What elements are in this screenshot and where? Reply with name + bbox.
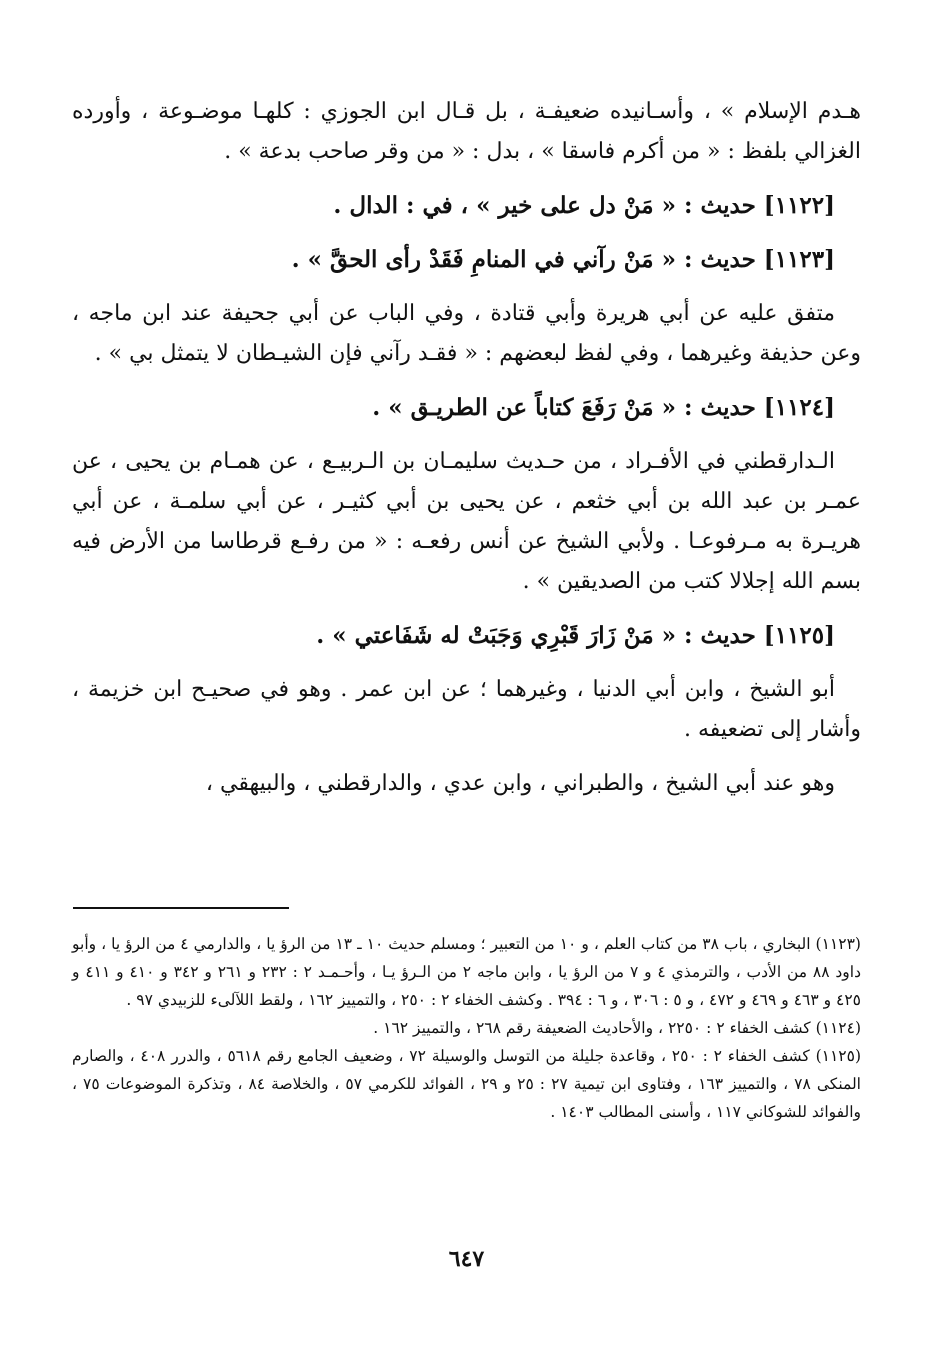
footnotes	[72, 930, 861, 1126]
page-number: ٦٤٧	[448, 1246, 485, 1272]
paragraph-1123-commentary: متفق عليه عن أبي هريرة وأبي قتادة ، وفي الباب عن أبي جحيفة عند ابن ماجه ، وعن حذيفة وغيرهما ، وفي لفظ لبعضهم : « فقـد رآني فإن الشيـطان لا يتمثل بي » .	[72, 301, 861, 366]
paragraph-continuation: هـدم الإسلام » ، وأسـانيده ضعيفـة ، بل قـال ابن الجوزي : كلهـا موضـوعة ، وأورده الغزالي بلفظ : « من أكرم فاسقا » ، بدل : « من وقر صاحب بدعة » .	[72, 99, 861, 164]
hadith-heading-1122: [١١٢٢] حديث : « مَنْ دل على خير » ، في : الدال .	[333, 192, 835, 219]
hadith-heading-1124: [١١٢٤] حديث : « مَنْ رَفَعَ كتاباً عن الطريـق » .	[372, 394, 835, 421]
footnote-1123: (١١٢٣) البخاري ، باب ٣٨ من كتاب العلم ، و ١٠ من التعبير ؛ ومسلم حديث ١٠ ـ ١٣ من الرؤ يا ، والدارمي ٤ من الرؤ يا ، وأبو داود ٨٨ من الأدب ، والترمذي ٤ و ٧ من الرؤ يا ، وابن ماجه ٢ من الـرؤ يـا ، وأحـمـد ٢ : ٢٣٢ و ٢٦١ و ٣٤٢ و ٤١٠ و ٤١١ و ٤٢٥ و ٤٦٣ و ٤٦٩ و ٤٧٢ ، و ٥ : ٣٠٦ ، و ٦ : ٣٩٤ . وكشف الخفاء ٢ : ٢٥٠ ، والتمييز ١٦٢ ، ولقط اللآلىء للزبيدي ٩٧ .	[72, 935, 861, 1009]
footnote-1125: (١١٢٥) كشف الخفاء ٢ : ٢٥٠ ، وقاعدة جليلة من التوسل والوسيلة ٧٢ ، وضعيف الجامع رقم ٥٦١٨ ، والدرر ٤٠٨ ، والصارم المنكى ٧٨ ، والتمييز ١٦٣ ، وفتاوى ابن تيمية ٢٧ : ٢٥ و ٢٩ ، الفوائد للكرمي ٥٧ ، والخلاصة ٨٤ ، وتذكرة الموضوعات ٧٥ ، والفوائد للشوكاني ١١٧ ، وأسنى المطالب ١٤٠٣ .	[72, 1047, 862, 1121]
paragraph-1125-commentary: أبو الشيخ ، وابن أبي الدنيا ، وغيرهما ؛ عن ابن عمر . وهو في صحيـح ابن خزيمة ، وأشار إلى تضعيفه .	[72, 677, 861, 742]
hadith-heading-1125: [١١٢٥] حديث : « مَنْ زَارَ قَبْرِي وَجَبَتْ له شَفَاعتي » .	[316, 622, 835, 649]
paragraph-1125-continued: وهو عند أبي الشيخ ، والطبراني ، وابن عدي ، والدارقطني ، والبيهقي ،	[205, 771, 835, 796]
main-text	[72, 92, 861, 818]
hadith-heading-1123: [١١٢٣] حديث : « مَنْ رآني في المنامِ فَقَدْ رأى الحقَّ » .	[291, 246, 835, 273]
paragraph-1124-commentary: الـدارقطني في الأفـراد ، من حـديث سليمـان بن الـربيـع ، عن همـام بن يحيى ، عن عمـر بن عبد الله بن أبي خثعم ، عن يحيى بن أبي كثيـر ، عن أبي سلمـة ، عن أبي هريـرة به مـرفوعـا . ولأبي الشيخ عن أنس رفعـه : « من رفـع قرطاسا من الأرض فيه بسم الله إجلالا كتب من الصديقين » .	[72, 449, 861, 594]
footnote-1124: (١١٢٤) كشف الخفاء ٢ : ٢٢٥٠ ، والأحاديث الضعيفة رقم ٢٦٨ ، والتمييز ١٦٢ .	[373, 1019, 861, 1037]
footnote-divider	[73, 907, 289, 909]
